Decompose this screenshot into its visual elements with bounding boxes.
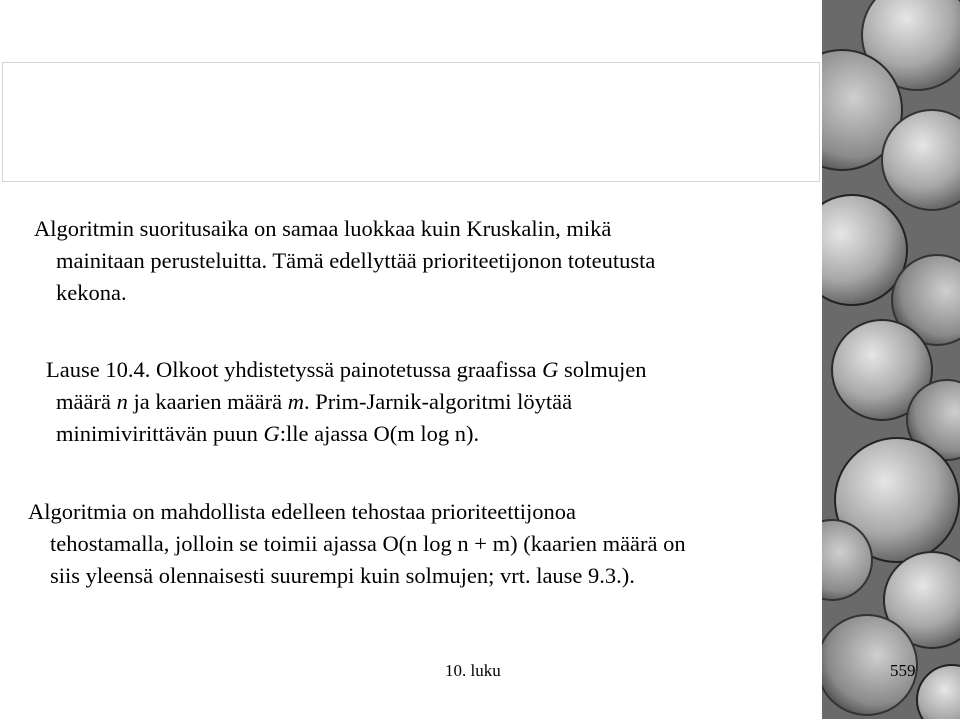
theorem-var-g2: G: [263, 421, 280, 446]
theorem-var-g: G: [542, 357, 559, 382]
theorem-line3: [46, 418, 814, 450]
title-placeholder-box: [2, 62, 820, 182]
theorem-complexity: O(m log n): [373, 421, 474, 446]
theorem-line2-start: määrä: [56, 389, 117, 414]
paragraph3-line2: [28, 528, 814, 560]
theorem-label: Lause 10.4.: [46, 357, 151, 382]
coins-illustration: [822, 0, 960, 719]
paragraph3-line2-start: tehostamalla, jolloin se toimii ajassa: [50, 531, 383, 556]
footer-chapter: 10. luku: [445, 661, 501, 680]
paragraph1-line3: kekona.: [56, 280, 127, 305]
theorem-line1-end: solmujen: [558, 357, 647, 382]
theorem-line3-mid: :lle ajassa: [279, 421, 374, 446]
coins-decoration-image: [822, 0, 960, 719]
paragraph1-line2: mainitaan perusteluitta. Tämä edellyttää prioriteetijonon toteutusta: [56, 248, 656, 273]
theorem-line3-end: .: [473, 421, 480, 446]
theorem-line3-start: minimivirittävän puun: [56, 421, 264, 446]
theorem-10-4: [46, 354, 814, 450]
theorem-var-n: n: [116, 389, 128, 414]
paragraph3-line2-end: (kaarien määrä on: [517, 531, 686, 556]
theorem-line2-mid: ja kaarien määrä: [127, 389, 288, 414]
paragraph3-line3: siis yleensä olennaisesti suurempi kuin solmujen; vrt. lause 9.3.).: [50, 563, 635, 588]
theorem-line2-end: . Prim-Jarnik-algoritmi löytää: [304, 389, 573, 414]
paragraph3-complexity: O(n log n + m): [382, 531, 518, 556]
paragraph1-line1: Algoritmin suoritusaika on samaa luokkaa kuin Kruskalin, mikä: [34, 216, 612, 241]
theorem-line1-text: Olkoot yhdistetyssä painotetussa graafissa: [150, 357, 543, 382]
paragraph3-line1: Algoritmia on mahdollista edelleen tehostaa prioriteettijonoa: [28, 499, 576, 524]
footer-page-number: 559: [890, 661, 916, 680]
paragraph-running-time: [34, 213, 814, 309]
theorem-var-m: m: [287, 389, 304, 414]
paragraph-improvement: [28, 496, 814, 592]
theorem-line1: [46, 354, 814, 386]
theorem-line2: [46, 386, 814, 418]
